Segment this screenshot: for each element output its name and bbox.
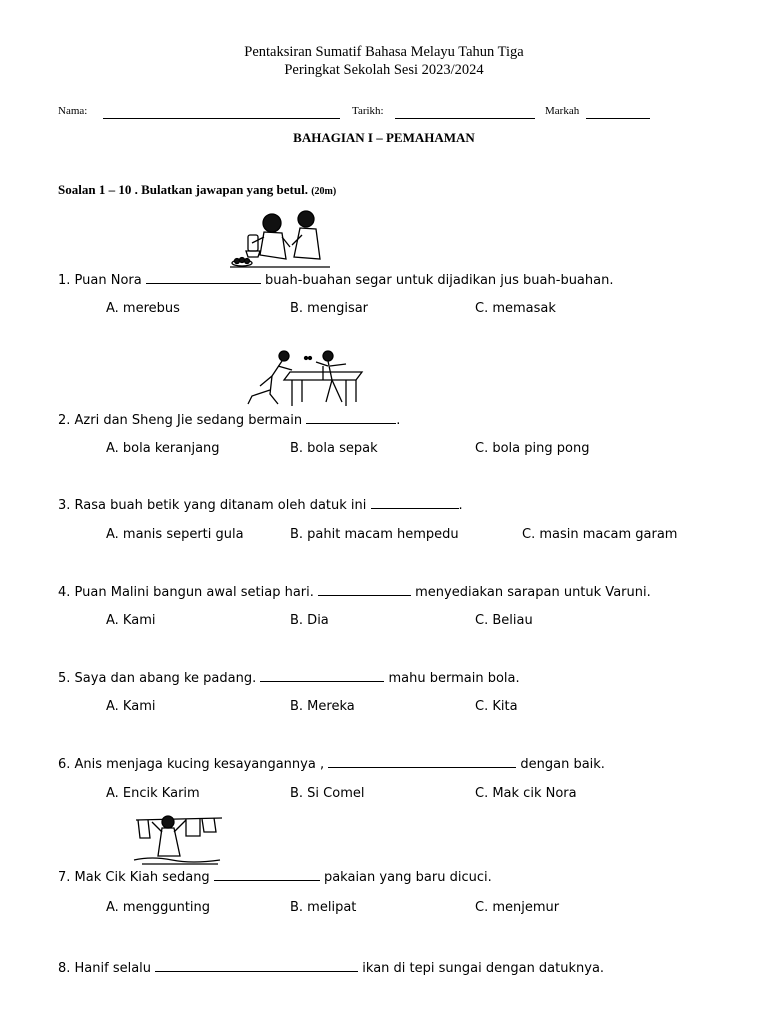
- q7-option-c[interactable]: C. menjemur: [475, 900, 560, 915]
- q4-option-a[interactable]: A. Kami: [106, 613, 156, 628]
- q2-option-b[interactable]: B. bola sepak: [290, 441, 378, 456]
- q2-option-a[interactable]: A. bola keranjang: [106, 441, 220, 456]
- question-4-blank[interactable]: [318, 584, 411, 596]
- ping-pong-illustration: [242, 346, 370, 408]
- q7-option-a[interactable]: A. menggunting: [106, 900, 211, 915]
- question-3-text-start: 3. Rasa buah betik yang ditanam oleh datuk ini: [58, 498, 371, 513]
- question-2-text-start: 2. Azri dan Sheng Jie sedang bermain: [58, 413, 307, 428]
- question-4-text-start: 4. Puan Malini bangun awal setiap hari.: [58, 585, 318, 600]
- question-6-text-end: dengan baik.: [516, 757, 605, 772]
- question-6-blank[interactable]: [328, 756, 516, 768]
- question-4: [58, 584, 651, 600]
- question-8-text-start: 8. Hanif selalu: [58, 961, 156, 976]
- q6-option-b[interactable]: B. Si Comel: [290, 786, 365, 801]
- q6-option-a[interactable]: A. Encik Karim: [106, 786, 200, 801]
- tarikh-label: Tarikh:: [352, 105, 384, 117]
- q4-option-c[interactable]: C. Beliau: [475, 613, 533, 628]
- instruction-text: Soalan 1 – 10 . Bulatkan jawapan yang betul.: [58, 182, 308, 197]
- question-1-text-end: buah-buahan segar untuk dijadikan jus buah-buahan.: [260, 273, 614, 288]
- question-3-blank[interactable]: [371, 497, 459, 509]
- question-4-text-end: menyediakan sarapan untuk Varuni.: [411, 585, 651, 600]
- question-8: [58, 960, 604, 976]
- q1-option-b[interactable]: B. mengisar: [290, 301, 369, 316]
- question-5-blank[interactable]: [260, 670, 384, 682]
- question-6: [58, 756, 605, 772]
- question-1: [58, 272, 613, 288]
- question-5-text-end: mahu bermain bola.: [384, 671, 520, 686]
- markah-label: Markah: [545, 105, 580, 117]
- header-line-2: Peringkat Sekolah Sesi 2023/2024: [284, 62, 484, 78]
- question-1-text-start: 1. Puan Nora: [58, 273, 146, 288]
- q4-option-b[interactable]: B. Dia: [290, 613, 329, 628]
- laundry-illustration: [132, 810, 224, 868]
- question-1-blank[interactable]: [146, 272, 261, 284]
- nama-label: Nama:: [58, 105, 88, 117]
- q5-option-c[interactable]: C. Kita: [475, 699, 518, 714]
- markah-field[interactable]: [586, 106, 650, 119]
- question-5: [58, 670, 520, 686]
- question-6-text-start: 6. Anis menjaga kucing kesayangannya ,: [58, 757, 329, 772]
- juice-illustration: [230, 205, 330, 270]
- header-line-1: Pentaksiran Sumatif Bahasa Melayu Tahun Tiga: [244, 44, 524, 60]
- q3-option-a[interactable]: A. manis seperti gula: [106, 527, 244, 542]
- instruction: [58, 182, 336, 198]
- question-2-blank[interactable]: [306, 412, 396, 424]
- question-8-text-end: ikan di tepi sungai dengan datuknya.: [358, 961, 605, 976]
- question-3-text-end: .: [458, 498, 463, 513]
- q5-option-a[interactable]: A. Kami: [106, 699, 156, 714]
- question-7-blank[interactable]: [214, 869, 320, 881]
- question-7: [58, 869, 492, 885]
- q3-option-b[interactable]: B. pahit macam hempedu: [290, 527, 459, 542]
- instruction-marks: (20m): [311, 186, 337, 197]
- section-title: BAHAGIAN I – PEMAHAMAN: [293, 130, 475, 145]
- question-7-text-end: pakaian yang baru dicuci.: [319, 870, 492, 885]
- q6-option-c[interactable]: C. Mak cik Nora: [475, 786, 577, 801]
- question-5-text-start: 5. Saya dan abang ke padang.: [58, 671, 261, 686]
- nama-field[interactable]: [103, 106, 340, 119]
- question-8-blank[interactable]: [155, 960, 358, 972]
- q1-option-a[interactable]: A. merebus: [106, 301, 180, 316]
- question-3: [58, 497, 463, 513]
- q2-option-c[interactable]: C. bola ping pong: [475, 441, 590, 456]
- q5-option-b[interactable]: B. Mereka: [290, 699, 355, 714]
- question-2: [58, 412, 400, 428]
- q3-option-c[interactable]: C. masin macam garam: [522, 527, 678, 542]
- question-7-text-start: 7. Mak Cik Kiah sedang: [58, 870, 214, 885]
- question-2-text-end: .: [396, 413, 401, 428]
- q7-option-b[interactable]: B. melipat: [290, 900, 357, 915]
- q1-option-c[interactable]: C. memasak: [475, 301, 556, 316]
- tarikh-field[interactable]: [395, 106, 535, 119]
